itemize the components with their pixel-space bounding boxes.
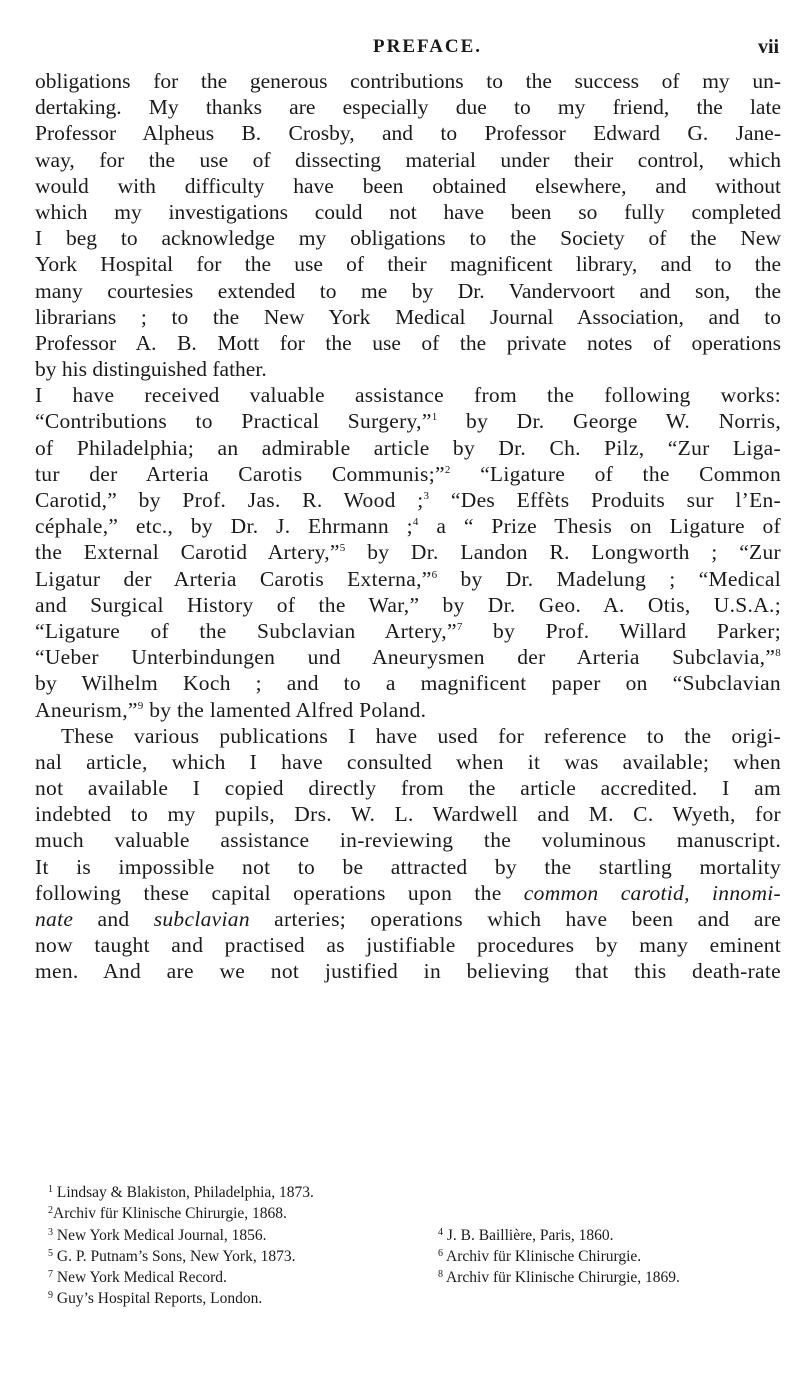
- text-run: by Dr. George W. Norris,: [437, 409, 781, 434]
- footnote-row: [48, 1246, 768, 1267]
- text-line: by Wilhelm Koch ; and to a magnificent paper on “Subclavian: [35, 671, 781, 696]
- footnote-row: [48, 1267, 768, 1288]
- text-line: [35, 644, 781, 670]
- text-line: [35, 408, 781, 434]
- footnote: [48, 1203, 287, 1224]
- footnote-text: Lindsay & Blakiston, Philadelphia, 1873.: [56, 1184, 314, 1201]
- footnote-ref: 5: [339, 542, 346, 555]
- footnote-ref: 7: [456, 620, 463, 633]
- text-line: These various publications I have used for reference to the origi-: [61, 723, 781, 748]
- footnote-number: 7: [48, 1269, 53, 1281]
- footnote-number: 9: [48, 1290, 53, 1302]
- text-line: Professor Alpheus B. Crosby, and to Professor Edward G. Jane-: [35, 121, 781, 146]
- text-line: which my investigations could not have been so fully completed: [35, 199, 781, 224]
- text-line: Professor A. B. Mott for the use of the private notes of operations: [35, 330, 781, 355]
- footnote-number: 3: [48, 1226, 53, 1238]
- text-run: céphale,” etc., by Dr. J. Ehrmann ;: [35, 514, 413, 539]
- footnote-ref: 2: [444, 463, 451, 476]
- footnote: [48, 1288, 262, 1309]
- footnote-row: [48, 1203, 768, 1224]
- text-run: the External Carotid Artery,”: [35, 540, 340, 565]
- text-line: would with difficulty have been obtained elsewhere, and without: [35, 173, 781, 198]
- footnote-text: Archiv für Klinische Chirurgie, 1869.: [446, 1269, 680, 1287]
- footnote-ref: 4: [412, 516, 419, 529]
- italic-run: common carotid, innomi-: [523, 880, 782, 905]
- text-run: by Prof. Willard Parker;: [462, 618, 782, 643]
- footnote-ref: 6: [431, 568, 438, 581]
- footnote-ref: 9: [137, 699, 144, 712]
- text-run: “Ueber Unterbindungen und Aneurysmen der Arteria Subclavia,”: [35, 645, 776, 670]
- footnote-number: 1: [48, 1184, 53, 1195]
- text-line: and Surgical History of the War,” by Dr. Geo. A. Otis, U.S.A.;: [35, 592, 781, 617]
- text-run: Ligatur der Arteria Carotis Externa,”: [35, 566, 432, 591]
- text-line: many courtesies extended to me by Dr. Vandervoort and son, the: [35, 278, 781, 303]
- footnote-row: [48, 1225, 768, 1246]
- footnote-number: 4: [438, 1226, 443, 1238]
- text-line: [35, 487, 781, 513]
- footnote: [48, 1267, 227, 1288]
- text-run: by Dr. Madelung ; “Medical: [437, 566, 781, 591]
- text-line: way, for the use of dissecting material under their control, which: [35, 147, 781, 172]
- text-line: [35, 566, 781, 592]
- text-run: by the lamented Alfred Poland.: [143, 697, 427, 722]
- footnotes: [48, 1182, 768, 1310]
- text-line: men. And are we not justified in believing that this death-rate: [35, 959, 781, 984]
- footnote: [48, 1182, 314, 1203]
- text-line: [35, 461, 781, 487]
- footnote-row: [48, 1182, 768, 1203]
- footnote-text: J. B. Baillière, Paris, 1860.: [446, 1226, 614, 1244]
- text-run: Carotid,” by Prof. Jas. R. Wood ;: [35, 488, 424, 512]
- text-run: and: [73, 907, 154, 931]
- footnote-ref: 8: [775, 647, 781, 660]
- footnote: [438, 1246, 641, 1267]
- text-run: “Des Effèts Produits sur l’En-: [429, 488, 782, 512]
- text-line: [35, 697, 781, 723]
- text-line: nal article, which I have consulted when it was available; when: [35, 749, 781, 774]
- footnote-text: Guy’s Hospital Reports, London.: [56, 1290, 263, 1308]
- text-line: much valuable assistance in-reviewing the voluminous manuscript.: [35, 828, 781, 853]
- text-line: obligations for the generous contributions to the success of my un-: [35, 69, 781, 93]
- text-line: by his distinguished father.: [35, 357, 267, 382]
- text-run: “Contributions to Practical Surgery,”: [35, 409, 432, 434]
- footnote-text: New York Medical Journal, 1856.: [56, 1226, 267, 1244]
- text-line: of Philadelphia; an admirable article by Dr. Ch. Pilz, “Zur Liga-: [35, 435, 781, 460]
- text-line: not available I copied directly from the article accredited. I am: [35, 776, 781, 801]
- text-line: I beg to acknowledge my obligations to the Society of the New: [35, 226, 781, 251]
- text-line: librarians ; to the New York Medical Journal Association, and to: [35, 304, 781, 329]
- text-run: tur der Arteria Carotis Communis;”: [35, 461, 445, 486]
- text-run: “Ligature of the Common: [450, 461, 782, 486]
- running-head: [0, 36, 801, 62]
- text-run: by Dr. Landon R. Longworth ; “Zur: [345, 540, 781, 565]
- footnote-number: 6: [438, 1247, 443, 1259]
- footnote-text: G. P. Putnam’s Sons, New York, 1873.: [56, 1247, 296, 1265]
- footnote-number: 2: [48, 1205, 53, 1217]
- text-line: indebted to my pupils, Drs. W. L. Wardwell and M. C. Wyeth, for: [35, 802, 781, 827]
- text-line: I have received valuable assistance from the following works:: [35, 383, 781, 408]
- footnote-row: [48, 1288, 768, 1309]
- footnote-text: Archiv für Klinische Chirurgie, 1868.: [53, 1205, 287, 1223]
- italic-run: subclavian: [153, 907, 250, 931]
- text-line: York Hospital for the use of their magnificent library, and to the: [35, 252, 781, 277]
- footnote: [438, 1267, 680, 1288]
- footnote-ref: 3: [423, 490, 430, 502]
- text-run: a “ Prize Thesis on Ligature of: [418, 514, 781, 539]
- text-line: dertaking. My thanks are especially due to my friend, the late: [35, 95, 781, 120]
- text-line: [35, 513, 781, 539]
- text-run: Aneurism,”: [35, 697, 138, 722]
- footnote-number: 5: [48, 1247, 53, 1259]
- text-run: “Ligature of the Subclavian Artery,”: [35, 618, 457, 643]
- running-title: PREFACE.: [373, 36, 483, 57]
- footnote-number: 8: [438, 1269, 443, 1281]
- text-line: [35, 618, 781, 644]
- body-text: [35, 68, 781, 985]
- text-line: [35, 880, 781, 906]
- text-line: [35, 906, 781, 932]
- page-number: vii: [758, 36, 780, 58]
- text-line: It is impossible not to be attracted by the startling mortality: [35, 854, 781, 879]
- text-line: now taught and practised as justifiable procedures by many eminent: [35, 933, 781, 958]
- footnote-ref: 1: [431, 411, 438, 424]
- footnote-text: Archiv für Klinische Chirurgie.: [446, 1247, 642, 1265]
- text-run: arteries; operations which have been and are: [249, 907, 781, 931]
- text-line: [35, 539, 781, 565]
- footnote: [48, 1246, 295, 1267]
- footnote-text: New York Medical Record.: [56, 1269, 227, 1287]
- footnote: [48, 1225, 267, 1246]
- italic-run: nate: [35, 907, 74, 931]
- footnote: [438, 1225, 614, 1246]
- text-run: following these capital operations upon the: [35, 880, 524, 905]
